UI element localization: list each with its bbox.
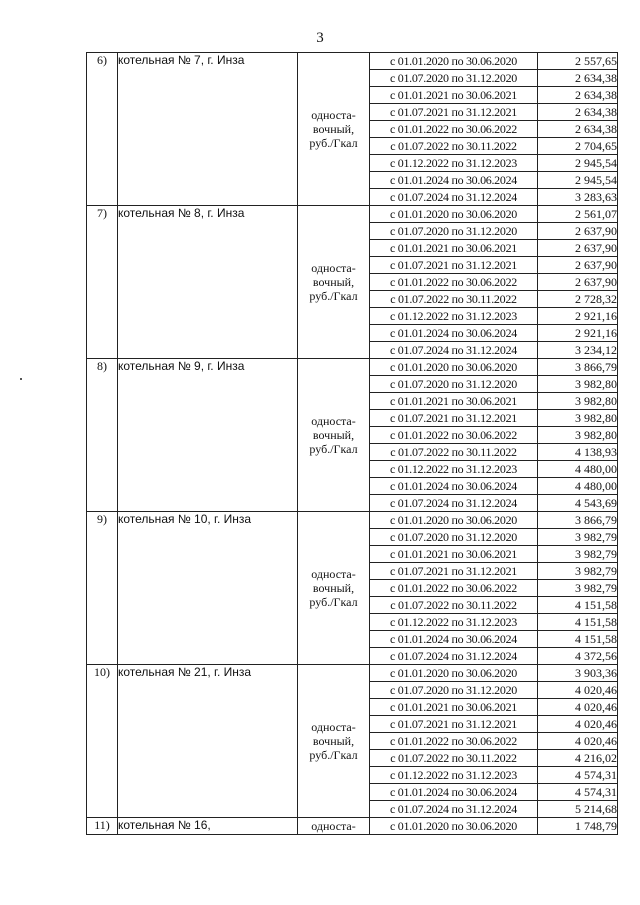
- tariff-value-cell: 4 020,46: [538, 699, 618, 716]
- tariff-value-cell: 2 637,90: [538, 240, 618, 257]
- item-number: 11): [87, 818, 118, 835]
- tariff-value-cell: 4 574,31: [538, 767, 618, 784]
- period-cell: с 01.12.2022 по 31.12.2023: [370, 308, 538, 325]
- period-cell: с 01.01.2020 по 30.06.2020: [370, 359, 538, 376]
- tariff-unit: односта-: [298, 818, 370, 835]
- table-row: [87, 665, 618, 682]
- period-cell: с 01.07.2022 по 30.11.2022: [370, 750, 538, 767]
- period-cell: с 01.07.2024 по 31.12.2024: [370, 801, 538, 818]
- scan-speck: [20, 378, 22, 380]
- tariff-unit: односта- вочный, руб./Гкал: [298, 206, 370, 359]
- period-cell: с 01.07.2024 по 31.12.2024: [370, 342, 538, 359]
- table-row: [87, 206, 618, 223]
- item-number: 8): [87, 359, 118, 512]
- period-cell: с 01.07.2024 по 31.12.2024: [370, 648, 538, 665]
- tariff-value-cell: 3 903,36: [538, 665, 618, 682]
- tariff-unit: односта- вочный, руб./Гкал: [298, 665, 370, 818]
- period-cell: с 01.01.2024 по 30.06.2024: [370, 172, 538, 189]
- period-cell: с 01.07.2021 по 31.12.2021: [370, 716, 538, 733]
- period-cell: с 01.01.2024 по 30.06.2024: [370, 478, 538, 495]
- tariff-unit: односта- вочный, руб./Гкал: [298, 359, 370, 512]
- period-cell: с 01.07.2021 по 31.12.2021: [370, 563, 538, 580]
- period-cell: с 01.01.2020 по 30.06.2020: [370, 818, 538, 835]
- period-cell: с 01.01.2021 по 30.06.2021: [370, 546, 538, 563]
- period-cell: с 01.12.2022 по 31.12.2023: [370, 155, 538, 172]
- period-cell: с 01.12.2022 по 31.12.2023: [370, 614, 538, 631]
- boiler-house-name: котельная № 7, г. Инза: [118, 53, 298, 206]
- tariff-value-cell: 4 480,00: [538, 478, 618, 495]
- tariff-value-cell: 2 945,54: [538, 172, 618, 189]
- boiler-house-name: котельная № 9, г. Инза: [118, 359, 298, 512]
- tariff-value-cell: 4 372,56: [538, 648, 618, 665]
- period-cell: с 01.07.2020 по 31.12.2020: [370, 529, 538, 546]
- period-cell: с 01.01.2020 по 30.06.2020: [370, 206, 538, 223]
- boiler-house-name: котельная № 16,: [118, 818, 298, 835]
- period-cell: с 01.07.2022 по 30.11.2022: [370, 597, 538, 614]
- period-cell: с 01.01.2024 по 30.06.2024: [370, 784, 538, 801]
- period-cell: с 01.01.2022 по 30.06.2022: [370, 121, 538, 138]
- tariff-value-cell: 2 561,07: [538, 206, 618, 223]
- period-cell: с 01.07.2024 по 31.12.2024: [370, 495, 538, 512]
- period-cell: с 01.01.2020 по 30.06.2020: [370, 53, 538, 70]
- tariff-value-cell: 3 283,63: [538, 189, 618, 206]
- period-cell: с 01.07.2021 по 31.12.2021: [370, 410, 538, 427]
- period-cell: с 01.01.2024 по 30.06.2024: [370, 631, 538, 648]
- tariff-value-cell: 2 921,16: [538, 325, 618, 342]
- tariff-value-cell: 4 020,46: [538, 733, 618, 750]
- tariff-value-cell: 1 748,79: [538, 818, 618, 835]
- item-number: 7): [87, 206, 118, 359]
- tariff-value-cell: 2 634,38: [538, 70, 618, 87]
- item-number: 9): [87, 512, 118, 665]
- tariff-value-cell: 4 574,31: [538, 784, 618, 801]
- tariff-value-cell: 4 216,02: [538, 750, 618, 767]
- period-cell: с 01.07.2021 по 31.12.2021: [370, 104, 538, 121]
- tariff-value-cell: 3 234,12: [538, 342, 618, 359]
- tariff-value-cell: 2 634,38: [538, 121, 618, 138]
- period-cell: с 01.01.2022 по 30.06.2022: [370, 580, 538, 597]
- tariff-value-cell: 2 634,38: [538, 87, 618, 104]
- tariff-value-cell: 2 557,65: [538, 53, 618, 70]
- tariff-value-cell: 3 982,80: [538, 393, 618, 410]
- period-cell: с 01.12.2022 по 31.12.2023: [370, 461, 538, 478]
- tariff-value-cell: 4 151,58: [538, 631, 618, 648]
- tariff-value-cell: 4 480,00: [538, 461, 618, 478]
- boiler-house-name: котельная № 8, г. Инза: [118, 206, 298, 359]
- period-cell: с 01.07.2020 по 31.12.2020: [370, 223, 538, 240]
- period-cell: с 01.07.2020 по 31.12.2020: [370, 376, 538, 393]
- tariff-table-body: [87, 53, 618, 835]
- period-cell: с 01.01.2022 по 30.06.2022: [370, 427, 538, 444]
- page-number: 3: [316, 30, 324, 46]
- boiler-house-name: котельная № 10, г. Инза: [118, 512, 298, 665]
- period-cell: с 01.07.2024 по 31.12.2024: [370, 189, 538, 206]
- tariff-value-cell: 2 637,90: [538, 257, 618, 274]
- period-cell: с 01.07.2022 по 30.11.2022: [370, 444, 538, 461]
- period-cell: с 01.01.2020 по 30.06.2020: [370, 665, 538, 682]
- tariff-value-cell: 2 704,65: [538, 138, 618, 155]
- tariff-value-cell: 3 982,80: [538, 376, 618, 393]
- period-cell: с 01.01.2020 по 30.06.2020: [370, 512, 538, 529]
- tariff-value-cell: 4 020,46: [538, 716, 618, 733]
- tariff-value-cell: 5 214,68: [538, 801, 618, 818]
- tariff-value-cell: 4 138,93: [538, 444, 618, 461]
- tariff-value-cell: 4 543,69: [538, 495, 618, 512]
- table-row: [87, 818, 618, 835]
- period-cell: с 01.12.2022 по 31.12.2023: [370, 767, 538, 784]
- period-cell: с 01.01.2021 по 30.06.2021: [370, 87, 538, 104]
- period-cell: с 01.07.2020 по 31.12.2020: [370, 682, 538, 699]
- tariff-value-cell: 3 982,79: [538, 529, 618, 546]
- period-cell: с 01.01.2022 по 30.06.2022: [370, 733, 538, 750]
- tariff-value-cell: 4 151,58: [538, 614, 618, 631]
- period-cell: с 01.07.2022 по 30.11.2022: [370, 138, 538, 155]
- item-number: 10): [87, 665, 118, 818]
- tariff-unit: односта- вочный, руб./Гкал: [298, 512, 370, 665]
- tariff-value-cell: 2 637,90: [538, 274, 618, 291]
- tariff-table: [86, 52, 618, 835]
- table-row: [87, 359, 618, 376]
- tariff-value-cell: 2 728,32: [538, 291, 618, 308]
- period-cell: с 01.01.2021 по 30.06.2021: [370, 699, 538, 716]
- period-cell: с 01.01.2024 по 30.06.2024: [370, 325, 538, 342]
- period-cell: с 01.07.2021 по 31.12.2021: [370, 257, 538, 274]
- tariff-value-cell: 3 866,79: [538, 359, 618, 376]
- period-cell: с 01.01.2021 по 30.06.2021: [370, 240, 538, 257]
- tariff-value-cell: 4 151,58: [538, 597, 618, 614]
- period-cell: с 01.07.2020 по 31.12.2020: [370, 70, 538, 87]
- tariff-value-cell: 2 945,54: [538, 155, 618, 172]
- tariff-value-cell: 3 982,80: [538, 410, 618, 427]
- table-row: [87, 512, 618, 529]
- table-row: [87, 53, 618, 70]
- tariff-value-cell: 3 982,79: [538, 580, 618, 597]
- tariff-value-cell: 3 982,80: [538, 427, 618, 444]
- period-cell: с 01.01.2022 по 30.06.2022: [370, 274, 538, 291]
- tariff-value-cell: 4 020,46: [538, 682, 618, 699]
- tariff-unit: односта- вочный, руб./Гкал: [298, 53, 370, 206]
- boiler-house-name: котельная № 21, г. Инза: [118, 665, 298, 818]
- item-number: 6): [87, 53, 118, 206]
- period-cell: с 01.07.2022 по 30.11.2022: [370, 291, 538, 308]
- tariff-value-cell: 3 982,79: [538, 546, 618, 563]
- tariff-value-cell: 2 921,16: [538, 308, 618, 325]
- tariff-value-cell: 3 866,79: [538, 512, 618, 529]
- tariff-value-cell: 2 637,90: [538, 223, 618, 240]
- tariff-value-cell: 3 982,79: [538, 563, 618, 580]
- tariff-value-cell: 2 634,38: [538, 104, 618, 121]
- period-cell: с 01.01.2021 по 30.06.2021: [370, 393, 538, 410]
